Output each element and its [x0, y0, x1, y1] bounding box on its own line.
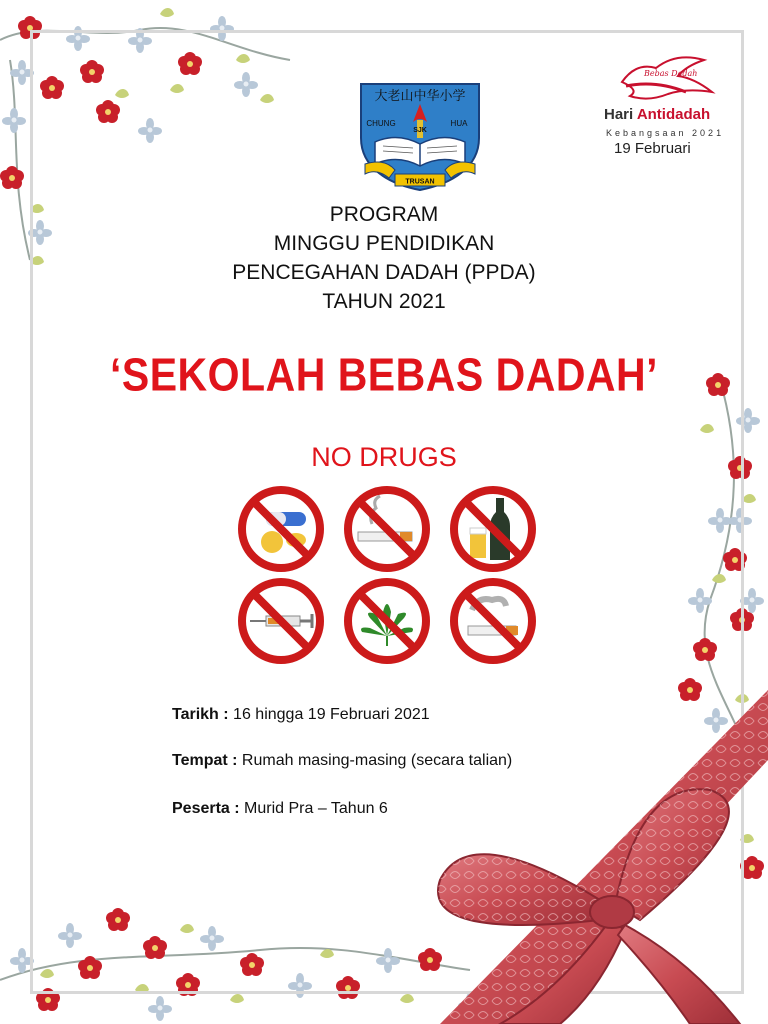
program-line-3: PENCEGAHAN DADAH (PPDA) — [232, 261, 536, 284]
place-value: Rumah masing-masing (secara talian) — [237, 752, 513, 769]
participants-label: Peserta : — [172, 800, 240, 817]
antidadah-text: Antidadah — [636, 106, 711, 123]
kebangsaan-text: Kebangsaan 2021 — [606, 128, 725, 138]
participants-value: Murid Pra – Tahun 6 — [239, 800, 388, 817]
place-label: Tempat : — [172, 752, 238, 769]
hari-text: Hari — [604, 106, 634, 123]
badge-right-word: HUA — [450, 119, 468, 128]
badge-initials: SJK — [413, 127, 427, 134]
badge-chinese-name: 大老山中华小学 — [374, 89, 466, 104]
event-date-text: 19 Februari — [614, 140, 691, 157]
no-drugs-title: NO DRUGS — [311, 442, 457, 472]
dove-script-text: Bebas Dadah — [644, 69, 698, 78]
program-line-4: TAHUN 2021 — [322, 290, 446, 313]
badge-left-word: CHUNG — [366, 119, 396, 128]
date-label: Tarikh : — [172, 706, 229, 723]
badge-location: TRUSAN — [405, 178, 435, 186]
program-line-1: PROGRAM — [329, 203, 439, 226]
program-line-2: MINGGU PENDIDIKAN — [273, 232, 495, 255]
date-value: 16 hingga 19 Februari 2021 — [228, 706, 430, 723]
headline: ‘SEKOLAH BEBAS DADAH’ — [109, 349, 659, 401]
